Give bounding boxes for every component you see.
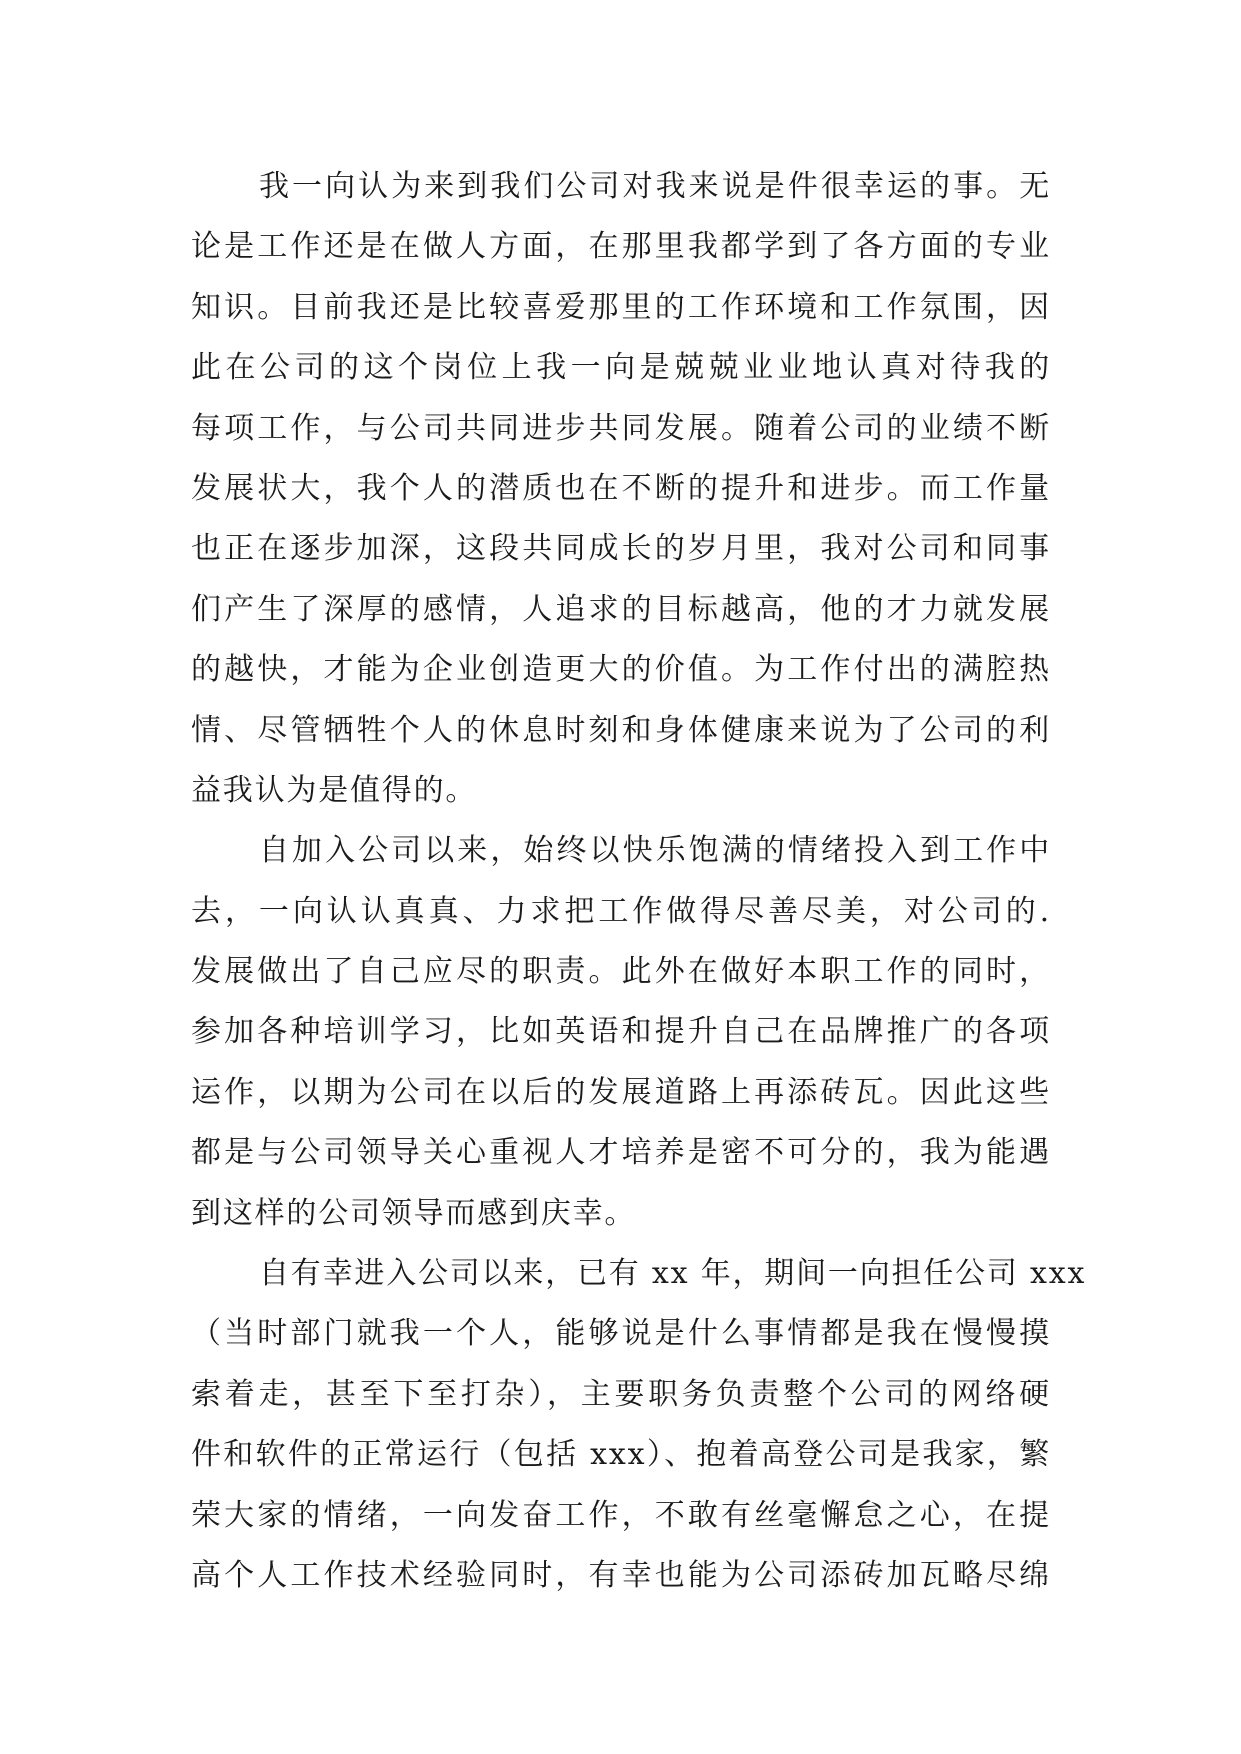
text-line: 我一向认为来到我们公司对我来说是件很幸运的事。无 [259, 169, 1051, 204]
text-line: 们产生了深厚的感情，人追求的目标越高，他的才力就发展 [191, 591, 1051, 627]
text-line: 发展状大，我个人的潜质也在不断的提升和进步。而工作量 [191, 470, 1051, 506]
text-line: 发展做出了自己应尽的职责。此外在做好本职工作的同时， [191, 954, 1051, 990]
document-body [191, 157, 1087, 1606]
paragraph-1 [191, 157, 1051, 821]
text-line: 情、尽管牺牲个人的休息时刻和身体健康来说为了公司的利 [191, 712, 1051, 748]
text-line: 到这样的公司领导而感到庆幸。 [191, 1195, 637, 1231]
text-line: （当时部门就我一个人，能够说是什么事情都是我在慢慢摸 [191, 1316, 1051, 1352]
text-line: 参加各种培训学习，比如英语和提升自己在品牌推广的各项 [191, 1014, 1051, 1050]
text-line: 都是与公司领导关心重视人才培养是密不可分的，我为能遇 [191, 1135, 1051, 1171]
text-line: 高个人工作技术经验同时，有幸也能为公司添砖加瓦略尽绵 [191, 1557, 1051, 1593]
text-line: 知识。目前我还是比较喜爱那里的工作环境和工作氛围，因 [191, 289, 1051, 325]
text-line: 自加入公司以来，始终以快乐饱满的情绪投入到工作中 [259, 833, 1051, 869]
text-line: 荣大家的情绪，一向发奋工作，不敢有丝毫懈怠之心，在提 [191, 1497, 1051, 1533]
text-line: 论是工作还是在做人方面，在那里我都学到了各方面的专业 [191, 229, 1051, 265]
text-line: 自有幸进入公司以来，已有 xx 年，期间一向担任公司 xxx [259, 1256, 1087, 1292]
paragraph-3 [191, 1244, 1087, 1606]
text-line: 件和软件的正常运行（包括 xxx）、抱着高登公司是我家，繁 [191, 1437, 1051, 1473]
text-line: 益我认为是值得的。 [191, 772, 478, 808]
text-line: 索着走，甚至下至打杂），主要职务负责整个公司的网络硬 [191, 1376, 1051, 1412]
text-line: 此在公司的这个岗位上我一向是兢兢业业地认真对待我的 [191, 350, 1051, 386]
text-line: 去，一向认认真真、力求把工作做得尽善尽美，对公司的. [191, 893, 1051, 929]
paragraph-2 [191, 821, 1051, 1244]
text-line: 运作，以期为公司在以后的发展道路上再添砖瓦。因此这些 [191, 1074, 1051, 1110]
text-line: 的越快，才能为企业创造更大的价值。为工作付出的满腔热 [191, 652, 1051, 688]
text-line: 每项工作，与公司共同进步共同发展。随着公司的业绩不断 [191, 410, 1051, 446]
text-line: 也正在逐步加深，这段共同成长的岁月里，我对公司和同事 [191, 531, 1051, 567]
